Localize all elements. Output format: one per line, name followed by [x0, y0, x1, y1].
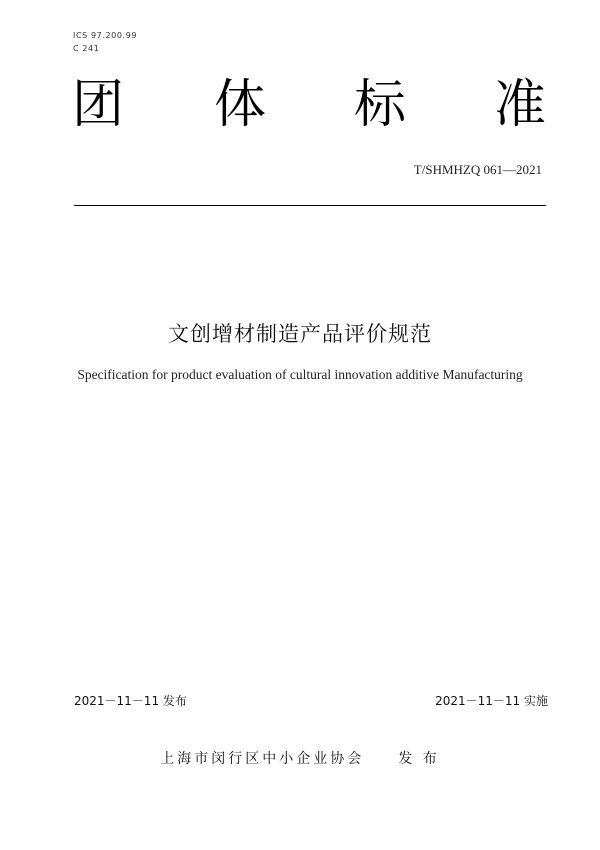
- document-title-chinese: 文创增材制造产品评价规范: [168, 322, 432, 346]
- publisher-name: 上海市闵行区中小企业协会: [160, 751, 365, 767]
- ics-code: ICS 97.200.99: [73, 31, 138, 40]
- publisher-line: [0, 748, 600, 768]
- doc-type-char-3: 标: [353, 75, 406, 135]
- header-divider: [74, 205, 546, 206]
- doc-type-char-1: 团: [71, 75, 124, 135]
- implementation-date: 2021－11－11 实施: [435, 694, 548, 708]
- standard-number: T/SHMHZQ 061—2021: [413, 162, 542, 177]
- ccs-code: C 241: [73, 44, 100, 53]
- issue-date: 2021－11－11 发布: [74, 694, 187, 708]
- doc-type-char-4: 准: [493, 75, 546, 135]
- doc-type-char-2: 体: [213, 75, 266, 135]
- document-title-english: Specification for product evaluation of cultural innovation additive Manufacturing: [77, 367, 523, 382]
- publisher-action: 发 布: [398, 751, 440, 767]
